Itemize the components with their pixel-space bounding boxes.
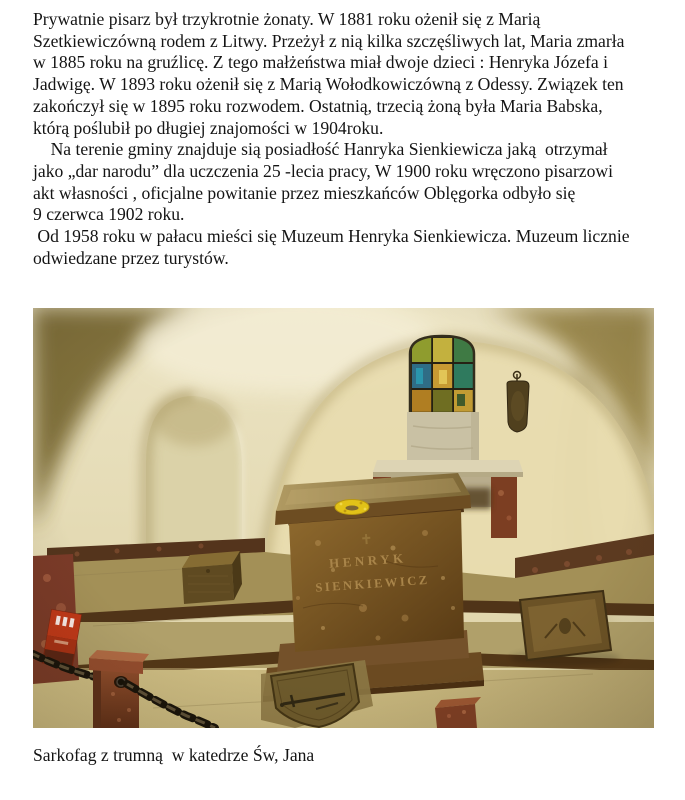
text-line: Szetkiewiczówną rodem z Litwy. Przeżył z nią kilka szczęśliwych lat, Maria zmarła (33, 30, 625, 51)
text-line: w 1885 roku na gruźlicę. Z tego małżeństwa miał dwoje dzieci : Henryka Józefa i (33, 52, 609, 73)
text-line: Jadwigę. W 1893 roku ożenił się z Marią Wołodkowiczówną z Odessy. Związek ten (33, 74, 624, 95)
body-text (33, 9, 630, 269)
text-line: 9 czerwca 1902 roku. (33, 204, 185, 225)
text-line: Prywatnie pisarz był trzykrotnie żonaty. W 1881 roku ożenił się z Marią (33, 9, 541, 29)
photo-caption: Sarkofag z trumną w katedrze Św, Jana (33, 745, 315, 765)
text-line: akt własności , oficjalne powitanie przez mieszkańców Oblęgorka odbyło się (33, 182, 576, 203)
text-line: Na terenie gminy znajduje sią posiadłość Hanryka Sienkiewicza jaką otrzymał (33, 139, 608, 160)
text-line: Od 1958 roku w pałacu mieści się Muzeum Henryka Sienkiewicza. Muzeum licznie (33, 226, 630, 247)
photo-vignette (33, 308, 654, 728)
text-line: zakończył się w 1895 roku rozwodem. Ostatnią, trzecią żoną była Maria Babska, (33, 95, 603, 116)
text-line: którą poślubił po długiej znajomości w 1904roku. (33, 117, 384, 138)
text-line: odwiedzane przez turystów. (33, 247, 229, 268)
text-line: jako „dar narodu” dla uczczenia 25 -lecia pracy, W 1900 roku wręczono pisarzowi (33, 160, 614, 181)
crypt-photo (33, 308, 654, 728)
